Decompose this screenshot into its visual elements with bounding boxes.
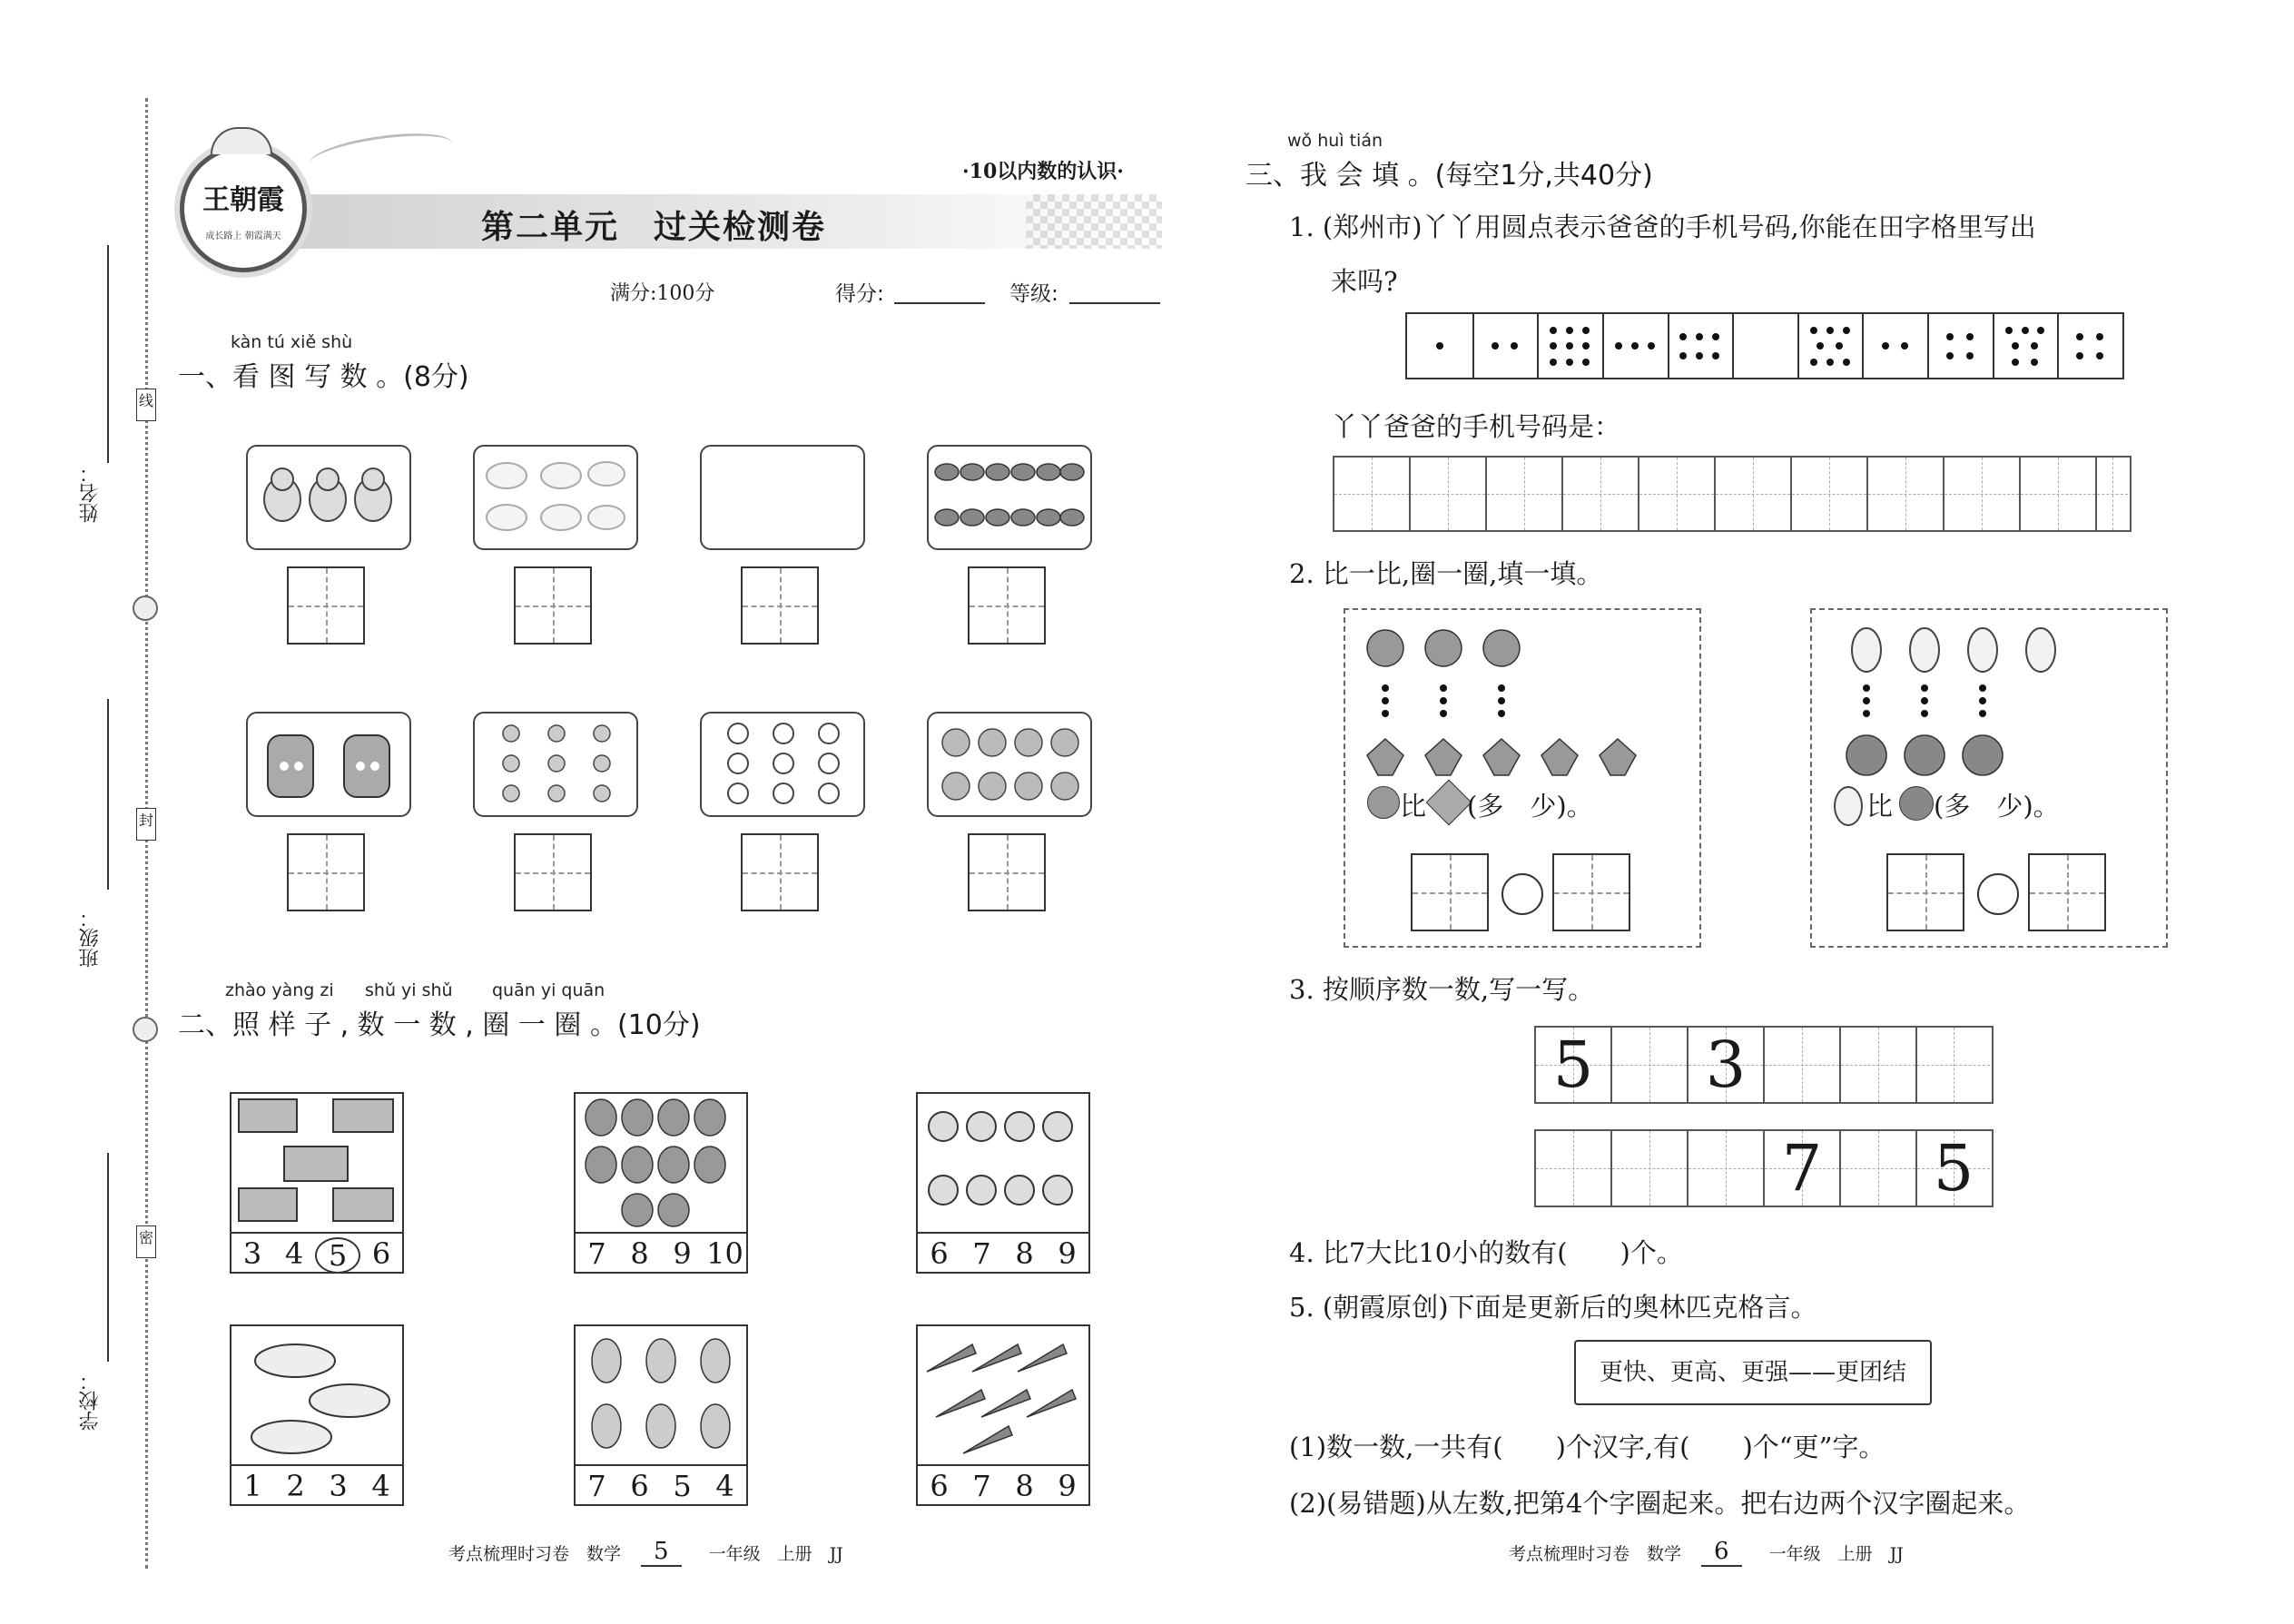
answer-box[interactable]: [1411, 853, 1489, 931]
number-choice-circled[interactable]: 5: [315, 1237, 360, 1274]
dot-mark: [1566, 342, 1573, 349]
footer-left-prefix: 考点梳理时习卷 数学: [448, 1543, 622, 1564]
number-choice[interactable]: 4: [371, 1469, 390, 1503]
dot-mark: [2005, 327, 2013, 334]
number-choice[interactable]: 6: [630, 1469, 649, 1503]
sequence-cell[interactable]: [1841, 1131, 1917, 1206]
sequence-cell[interactable]: [1536, 1028, 1612, 1102]
count-group: [230, 1324, 404, 1506]
dot-mark: [2031, 342, 2038, 349]
dot-mark: [2031, 359, 2038, 366]
dot-mark: [1836, 342, 1843, 349]
section2-title: 二、照 样 子 , 数 一 数 , 圈 一 圈 。(10分): [178, 1009, 701, 1041]
sequence-cell[interactable]: [1612, 1131, 1689, 1206]
header-checker-pattern: [1026, 194, 1162, 249]
dot-mark: [1966, 352, 1974, 359]
picture-box-paddles: [473, 445, 638, 550]
dot-cell: [2057, 314, 2122, 378]
sequence-value: 3: [1705, 1028, 1747, 1102]
dot-mark: [1648, 342, 1655, 349]
picture-box-mushrooms: [927, 445, 1092, 550]
number-row: [231, 1232, 402, 1274]
monitor-icons: [231, 1094, 402, 1230]
compare-circle[interactable]: [1977, 873, 2019, 915]
compare-panel-pears: [1810, 608, 2168, 948]
number-row: [918, 1232, 1088, 1274]
dot-cell: [1862, 314, 1929, 378]
flower-leaf-icons: [1345, 610, 1699, 792]
dot-mark: [1679, 333, 1687, 340]
q2-text: 2. 比一比,圈一圈,填一填。: [1289, 558, 1603, 589]
answer-box[interactable]: [514, 566, 592, 645]
number-row: [576, 1232, 746, 1274]
dot-cell: [1797, 314, 1865, 378]
number-choice[interactable]: 3: [329, 1469, 348, 1503]
dot-cell: [1732, 314, 1799, 378]
sequence-cell[interactable]: [1841, 1028, 1917, 1102]
dot-mark: [1816, 342, 1824, 349]
picture-box-flowers: [700, 712, 865, 817]
answer-cell[interactable]: [1563, 458, 1639, 530]
number-choice[interactable]: 7: [972, 1469, 991, 1503]
number-choice[interactable]: 5: [673, 1469, 692, 1503]
dot-mark: [1946, 352, 1954, 359]
apple-small-icon: [1899, 786, 1934, 821]
sequence-cell[interactable]: [1612, 1028, 1689, 1102]
phone-answer-grid: [1333, 456, 2132, 532]
topic-label: ·10以内数的认识·: [962, 160, 1124, 183]
dot-mark: [1712, 333, 1719, 340]
count-group: [574, 1324, 748, 1506]
sequence-row-1: [1534, 1026, 1994, 1104]
answer-box[interactable]: [741, 566, 819, 645]
answer-cell[interactable]: [1639, 458, 1716, 530]
compare-circle[interactable]: [1501, 873, 1543, 915]
dot-mark: [1631, 342, 1639, 349]
dot-cell: [1472, 314, 1540, 378]
answer-cell[interactable]: [1792, 458, 1868, 530]
number-choice[interactable]: 7: [587, 1469, 606, 1503]
motto-text: 更快、更高、更强——更团结: [1599, 1359, 1906, 1386]
picture-box-peaches: [927, 712, 1092, 817]
footer-right-prefix: 考点梳理时习卷 数学: [1509, 1543, 1682, 1564]
q5-sub2: (2)(易错题)从左数,把第4个字圈起来。把右边两个汉字圈起来。: [1289, 1488, 2031, 1519]
section3-pinyin: wǒ huì tián: [1287, 131, 1383, 151]
binding-hole-icon: [133, 1017, 158, 1042]
footer-left: [448, 1538, 843, 1567]
dot-cell: [1993, 314, 2060, 378]
dot-mark: [1582, 327, 1590, 334]
sequence-cell[interactable]: [1536, 1131, 1612, 1206]
sequence-value: 7: [1781, 1131, 1823, 1206]
dot-mark: [1679, 352, 1687, 359]
q5-sub1: (1)数一数,一共有( )个汉字,有( )个“更”字。: [1289, 1432, 1885, 1462]
picture-box-pumpkins: [473, 712, 638, 817]
count-group: [230, 1092, 404, 1274]
school-label: 学校：: [79, 1371, 102, 1431]
name-label: 姓名：: [79, 463, 102, 523]
chick-icons: [248, 447, 409, 548]
answer-cell[interactable]: [1944, 458, 2021, 530]
sequence-value: 5: [1933, 1131, 1974, 1206]
page-title: 第二单元 过关检测卷: [481, 209, 827, 246]
number-choice[interactable]: 8: [1015, 1469, 1034, 1503]
count-group: [916, 1092, 1090, 1274]
dot-mark: [1843, 327, 1850, 334]
number-row: [576, 1464, 746, 1506]
number-choice[interactable]: 8: [630, 1236, 649, 1271]
dot-mark: [1810, 359, 1817, 366]
footer-right-page: 6: [1701, 1538, 1742, 1567]
footer-left-page: 5: [641, 1538, 682, 1567]
paddle-icons: [475, 447, 636, 548]
q3-text: 3. 按顺序数一数,写一写。: [1289, 974, 1595, 1005]
pear-apple-icons: [1812, 610, 2166, 792]
answer-cell[interactable]: [2021, 458, 2097, 530]
dot-mark: [1901, 342, 1908, 349]
dot-mark: [1882, 342, 1889, 349]
name-underline: [107, 245, 109, 463]
number-choice[interactable]: 6: [930, 1469, 949, 1503]
dot-mark: [2022, 327, 2029, 334]
sequence-row-2: [1534, 1129, 1994, 1207]
number-choice[interactable]: 6: [371, 1236, 391, 1271]
sequence-cell[interactable]: [1765, 1028, 1841, 1102]
section2-pinyin-3: quān yi quān: [492, 980, 605, 1000]
school-underline: [107, 1153, 109, 1362]
number-choice[interactable]: 8: [1015, 1236, 1034, 1271]
more-less-choice[interactable]: (多 少)。: [1934, 791, 2060, 822]
dot-mark: [1615, 342, 1622, 349]
answer-box[interactable]: [1552, 853, 1630, 931]
answer-box[interactable]: [514, 833, 592, 911]
answer-cell[interactable]: [1716, 458, 1792, 530]
number-choice[interactable]: 2: [286, 1469, 305, 1503]
mushroom-icons: [929, 447, 1090, 548]
crown-icon: [211, 127, 272, 154]
sequence-cell[interactable]: [1689, 1131, 1765, 1206]
grade-label: 等级:: [1009, 282, 1058, 306]
number-choice[interactable]: 10: [706, 1236, 743, 1271]
pear-small-icon: [1834, 786, 1863, 826]
number-choice[interactable]: 6: [930, 1236, 949, 1271]
score-field[interactable]: [894, 302, 985, 304]
section2-pinyin-2: shǔ yi shǔ: [365, 980, 453, 1000]
number-choice[interactable]: 4: [715, 1469, 734, 1503]
number-choice[interactable]: 4: [284, 1236, 304, 1271]
seal-mark-line: [136, 389, 156, 421]
class-underline: [107, 699, 109, 890]
dot-code-strip: [1405, 312, 2124, 379]
seal-char: 密: [138, 1229, 153, 1246]
number-choice[interactable]: 1: [243, 1469, 262, 1503]
footer-right: [1509, 1538, 1904, 1567]
bee-icons: [576, 1326, 746, 1462]
q4-text: 4. 比7大比10小的数有( )个。: [1289, 1237, 1683, 1268]
class-label: 班级：: [79, 908, 102, 968]
dot-cell: [1927, 314, 1994, 378]
watch-icons: [918, 1094, 1088, 1230]
answer-box[interactable]: [968, 833, 1046, 911]
footer-left-suffix: 一年级 上册 JJ: [708, 1543, 843, 1564]
full-score: 满分:100分: [610, 282, 715, 305]
picture-box-chicks: [246, 445, 411, 550]
answer-box[interactable]: [968, 566, 1046, 645]
backpack-icons: [248, 714, 409, 815]
answer-box[interactable]: [1886, 853, 1964, 931]
dot-mark: [1810, 327, 1817, 334]
dot-mark: [1550, 359, 1557, 366]
grade-field[interactable]: [1069, 302, 1160, 304]
motto-box: [1574, 1340, 1932, 1405]
number-row: [231, 1464, 402, 1506]
sequence-value: 5: [1552, 1028, 1594, 1102]
dot-mark: [1966, 333, 1974, 340]
answer-box[interactable]: [2028, 853, 2106, 931]
pumpkin-icons: [475, 714, 636, 815]
answer-box[interactable]: [287, 566, 365, 645]
dot-cell: [1602, 314, 1669, 378]
dot-mark: [1582, 359, 1590, 366]
more-less-choice[interactable]: (多 少)。: [1467, 791, 1593, 822]
footer-right-suffix: 一年级 上册 JJ: [1768, 1543, 1904, 1564]
dot-mark: [1566, 327, 1573, 334]
number-choice[interactable]: 7: [972, 1236, 991, 1271]
answer-cell[interactable]: [1868, 458, 1944, 530]
dot-mark: [1511, 342, 1518, 349]
q1-text-line1: 1. (郑州市)丫丫用圆点表示爸爸的手机号码,你能在田字格里写出: [1289, 212, 2036, 242]
seal-char: 线: [138, 392, 153, 409]
binding-hole-icon: [133, 595, 158, 621]
number-choice[interactable]: 9: [1058, 1236, 1077, 1271]
dot-mark: [1492, 342, 1499, 349]
dot-mark: [1843, 359, 1850, 366]
dot-mark: [2076, 352, 2083, 359]
section2-pinyin-1: zhào yàng zi: [225, 980, 334, 1000]
dot-cell: [1407, 314, 1474, 378]
sequence-cell[interactable]: [1765, 1131, 1841, 1206]
logo-subtext: 成长路上 朝霞满天: [205, 231, 281, 241]
number-choice[interactable]: 7: [587, 1236, 606, 1271]
car-icons: [231, 1326, 402, 1462]
peach-icons: [929, 714, 1090, 815]
q1-answer-label: 丫丫爸爸的手机号码是：: [1331, 411, 1621, 442]
compare-panel-flowers: [1344, 608, 1701, 948]
flower-icons: [702, 714, 863, 815]
count-group: [916, 1324, 1090, 1506]
brand-logo: [180, 145, 307, 272]
section1-pinyin: kàn tú xiě shù: [231, 332, 353, 352]
dot-mark: [1566, 359, 1573, 366]
number-choice[interactable]: 3: [242, 1236, 262, 1271]
answer-box[interactable]: [741, 833, 819, 911]
section1-title: 一、看 图 写 数 。(8分): [178, 361, 469, 393]
number-choice[interactable]: 9: [1058, 1469, 1077, 1503]
dot-cell: [1537, 314, 1604, 378]
answer-cell[interactable]: [1487, 458, 1563, 530]
sequence-cell[interactable]: [1917, 1131, 1990, 1206]
dot-mark: [2096, 352, 2103, 359]
flower-small-icon: [1367, 786, 1400, 819]
compare-bi: 比: [1400, 791, 1427, 822]
dot-mark: [1826, 327, 1834, 334]
logo-text: 王朝霞: [202, 184, 284, 216]
dot-mark: [2076, 333, 2083, 340]
dot-mark: [1696, 333, 1703, 340]
dot-mark: [1946, 333, 1954, 340]
seal-mark-seal: [136, 808, 156, 841]
seal-mark-secret: [136, 1225, 156, 1258]
dot-mark: [1436, 342, 1443, 349]
picture-box-empty: [700, 445, 865, 550]
dot-mark: [1582, 342, 1590, 349]
q5-text: 5. (朝霞原创)下面是更新后的奥林匹克格言。: [1289, 1292, 1817, 1323]
score-label: 得分:: [835, 282, 884, 306]
dot-mark: [2012, 342, 2019, 349]
dot-mark: [1712, 352, 1719, 359]
number-choice[interactable]: 9: [673, 1236, 692, 1271]
dot-mark: [2012, 359, 2019, 366]
dot-mark: [1550, 327, 1557, 334]
compare-bi: 比: [1866, 791, 1894, 822]
dot-mark: [1550, 342, 1557, 349]
dot-mark: [1696, 352, 1703, 359]
sequence-cell[interactable]: [1917, 1028, 1990, 1102]
answer-box[interactable]: [287, 833, 365, 911]
ribbon-decoration: [307, 126, 456, 182]
answer-cell[interactable]: [1334, 458, 1411, 530]
strawberry-icons: [576, 1094, 746, 1230]
sequence-cell[interactable]: [1689, 1028, 1765, 1102]
dot-mark: [1826, 359, 1834, 366]
number-row: [918, 1464, 1088, 1506]
dot-mark: [2037, 327, 2044, 334]
dot-mark: [2096, 333, 2103, 340]
answer-cell[interactable]: [1411, 458, 1487, 530]
carrot-icons: [918, 1326, 1088, 1462]
count-group: [574, 1092, 748, 1274]
answer-cell[interactable]: [2097, 458, 2128, 530]
section3-title: 三、我 会 填 。(每空1分,共40分): [1245, 160, 1653, 192]
seal-char: 封: [138, 812, 153, 829]
dot-cell: [1668, 314, 1735, 378]
picture-box-backpacks: [246, 712, 411, 817]
q1-text-line2: 来吗?: [1331, 266, 1398, 297]
